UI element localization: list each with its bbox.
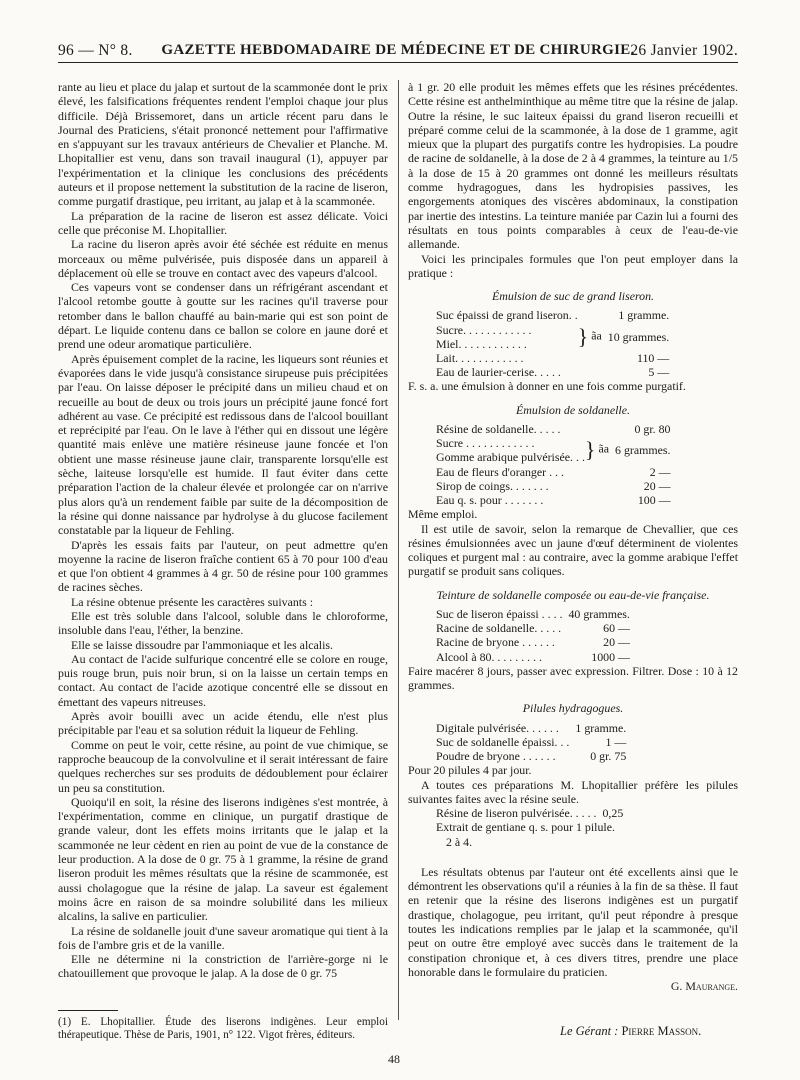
paragraph: Comme on peut le voir, cette résine, au point de vue chimique, se rapproche beaucoup de la convolvuline et il serait intéressant de faire quelques recherches sur ses produits de dédoublement pour éclairer un peu sa constitution. (58, 737, 388, 795)
quantity: 1 gramme. (618, 308, 670, 323)
quantity: 110 — (636, 351, 670, 366)
ingredient: Lait. . . . . . . . . . . . (436, 351, 524, 366)
ingredient: Eau de fleurs d'oranger . . . (436, 464, 564, 479)
issue-date: 26 Janvier 1902. (630, 42, 738, 59)
paragraph: La racine du liseron après avoir été séchée est réduite en menus morceaux ou même pulvérisée, puis disposée dans un appareil à déplacement où elle se trouve en contact avec des vapeurs d'alcool. (58, 237, 388, 280)
paragraph: La préparation de la racine de liseron est assez délicate. Voici celle que préconise M. Lhopitallier. (58, 208, 388, 237)
ana-abbrev: ãa (591, 328, 602, 343)
paragraph: Ces vapeurs vont se condenser dans un réfrigérant ascendant et l'alcool retombe goutte à goutte sur les racines qu'il traverse pour retomber dans le ballon chauffé au bain-marie qui est son point de départ. Le liquide contenu dans ce ballon se colore en jaune doré et prend une odeur aromatique particulière. (58, 280, 388, 352)
page-issue-number: 96 — N° 8. (58, 42, 133, 59)
paragraph: Il est utile de savoir, selon la remarque de Chevallier, que ces résines émulsionnées avec un jaune d'œuf déterminent de violentes coliques et purgent mal : au contraire, avec la gomme arabique l'effet purgatif se produit sans coliques. (408, 521, 738, 579)
running-header (58, 38, 738, 62)
recipe-title: Émulsion de suc de grand liseron. (491, 289, 655, 304)
column-divider (398, 80, 399, 1020)
ingredient: Suc de soldanelle épaissi. . . (436, 734, 570, 749)
dosage: 2 à 4. (446, 834, 473, 849)
header-rule (58, 62, 738, 63)
quantity: 100 — (637, 493, 671, 508)
ingredient: Gomme arabique pulvérisée. . . (436, 450, 585, 465)
ingredient: Racine de soldanelle. . . . . (436, 621, 562, 636)
ingredient: Résine de soldanelle. . . . . (436, 422, 561, 437)
ingredient: Sucre. . . . . . . . . . . . (436, 322, 532, 337)
paragraph: rante au lieu et place du jalap et surtout de la scammonée dont le prix élevé, les falsifications fréquentes rendent l'emploi chaque jour plus difficile. Déjà Brissemoret, dans un article récent paru dans le Journal des Praticiens, s'était prononcé nettement pour l'affirmative en s'appuyant sur les travaux antérieurs de Chevalier et Planche. M. Lhopitallier est venu, dans son travail inaugural (1), appuyer par l'expérimentation et la clinique les conclusions des précédents auteurs et il propose nettement la substitution de la racine de liseron, comme purgatif drastique, peu irritant, au jalap et à la scammonée. (58, 80, 388, 209)
recipe-pilules (436, 721, 626, 764)
page-number: 48 (388, 1052, 400, 1066)
paragraph: Quoiqu'il en soit, la résine des liserons indigènes s'est montrée, à l'expérimentation, comme en clinique, un purgatif drastique de grande valeur, dont les effets moins irritants que le jalap et la scammonée ne leur cèdent en rien au point de vue de la constance de leur production. A la dose de 0 gr. 75 à 1 gramme, la résine de grand liseron produit les mêmes résultats que la résine de scammonée, est aussi cholagogue que la résine de jalap. La saveur est également moins âcre en raison de sa moindre solubilité dans les milieux alcalins, la salive en particulier. (58, 794, 388, 924)
quantity: 10 grammes. (607, 329, 670, 344)
paragraph: Après avoir bouilli avec un acide étendu, elle n'est plus précipitable par l'eau et sa solution réduit la liqueur de Fehling. (58, 709, 388, 738)
journal-title: GAZETTE HEBDOMADAIRE DE MÉDECINE ET DE CHIRURGIE. (161, 42, 635, 58)
paragraph: Après épuisement complet de la racine, les liqueurs sont réunies et évaporées dans le vide jusqu'à consistance sirupeuse puis précipitées par l'eau. On laisse déposer le précipité dans un milieu chaud et on recueille au bout de deux ou trois jours un précipité jaune foncé fort adhérent au vase. Ce précipité est redissous dans de l'alcool bouillant et reprécipité par l'eau. On le lave à l'éther qui en dissout une légère quantité mais enlève une matière résineuse jaune foncée et l'on obtient une masse résineuse jaune clair, transparente lorsqu'elle est sèche, laiteuse lorsqu'elle est humide. Il faut éviter dans cette préparation l'action de la chaleur élevée et prolongée car on n'arrive plus alors qu'à un rendement faible par suite de la décomposition de la résine qui donne naissance par hydrolyse à du glucose facilement constatable par la liqueur de Fehling. (58, 351, 388, 538)
recipe-teinture (436, 607, 630, 664)
ingredient: Eau de laurier-cerise. . . . . (436, 365, 561, 380)
recipe-title: Pilules hydragogues. (522, 701, 624, 716)
quantity: 1 gramme. (575, 720, 627, 735)
recipe-pilules-resine (436, 806, 623, 849)
recipe-emulsion-soldanelle (436, 422, 671, 507)
paragraph: Faire macérer 8 jours, passer avec expression. Filtrer. Dose : 10 à 12 grammes. (408, 663, 738, 693)
quantity: 2 — (649, 464, 671, 479)
paragraph: Elle est très soluble dans l'alcool, soluble dans le chloroforme, insoluble dans l'eau, l'éther, la benzine. (58, 608, 388, 638)
ingredient: Digitale pulvérisée. . . . . . (436, 720, 559, 735)
paragraph: à 1 gr. 20 elle produit les mêmes effets que les résines précédentes. Cette résine est anthelminthique au même titre que la résine de jalap. Outre la résine, le suc laiteux épaissi du grand liseron recueilli et préparé comme celui de la scammonée, à la dose de 1 gramme, agit mieux que la plupart des purgatifs contre les hydropisies. La poudre de racine de soldanelle, à la dose de 2 à 4 grammes, la teinture au 1/5 à la dose de 15 à 20 grammes ont donné les meilleurs résultats comme hydragogues, dans les hydropisies passives, les engorgements atoniques des viscères abdominaux, la constipation par inertie des intestins. La teinture maniée par Cazin lui a fourni des résultats en tous points comparables à ceux de l'eau-de-vie allemande. (408, 80, 738, 252)
quantity: 0 gr. 80 (634, 422, 671, 437)
quantity: 6 grammes. (615, 443, 671, 458)
ingredient: Alcool à 80. . . . . . . . . (436, 649, 543, 664)
paragraph: D'après les essais faits par l'auteur, on peut admettre qu'en moyenne la racine de liseron fraîche contient 65 à 70 pour 100 d'eau et que l'on obtient 4 grammes à 4 gr. 50 de résine pour 100 grammes de racines sèches. (58, 537, 388, 595)
quantity: 0 gr. 75 (590, 749, 627, 764)
quantity: 40 grammes. (568, 607, 630, 622)
footnote: (1) E. Lhopitallier. Étude des liserons indigènes. Leur emploi thérapeutique. Thèse de Paris, 1901, n° 122. Vigot frères, éditeurs. (58, 1016, 388, 1042)
gerant-name: Pierre Masson. (621, 1024, 702, 1038)
recipe-emulsion-liseron (436, 308, 669, 379)
paragraph: Au contact de l'acide sulfurique concentré elle se colore en rouge, puis rouge brun, puis noir brun, si on la laisse un certain temps en contact. Au contact de l'acide azotique concentré elle se dissout en émettant des vapeurs nitreuses. (58, 651, 388, 709)
quantity: 5 — (648, 365, 670, 380)
ingredient: Poudre de bryone . . . . . . (436, 749, 556, 764)
ingredient: Extrait de gentiane q. s. pour 1 pilule. (436, 820, 615, 835)
ingredient: Résine de liseron pulvérisée. . . . . (436, 806, 597, 821)
quantity: 1 — (605, 734, 627, 749)
quantity: 20 — (603, 635, 630, 650)
paragraph: A toutes ces préparations M. Lhopitallier préfère les pilules suivantes faites avec la résine seule. (408, 777, 738, 806)
paragraph: Les résultats obtenus par l'auteur ont été excellents ainsi que le démontrent les observations qu'il a réunies à la fin de sa thèse. Il faut en retenir que la résine des liserons indigènes est un purgatif drastique, cholagogue, peu irritant, qu'il peut répondre à presque toutes les indications remplies par le jalap et la scammonée, qu'il peut on outre être employé avec succès dans le traitement de la constipation chronique et, à ces divers titres, prendre une place honorable dans le formulaire du praticien. (408, 864, 738, 979)
quantity: 0,25 (602, 806, 624, 821)
paragraph: Elle se laisse dissoudre par l'ammoniaque et les alcalis. (71, 637, 334, 652)
paragraph: Pour 20 pilules 4 par jour. (408, 763, 532, 778)
ingredient: Racine de bryone . . . . . . (436, 635, 555, 650)
gerant-label: Le Gérant : (560, 1024, 619, 1038)
ingredient: Sirop de coings. . . . . . . (436, 478, 549, 493)
paragraph: Même emploi. (408, 507, 478, 522)
ingredient: Sucre . . . . . . . . . . . . (436, 436, 535, 451)
ingredient: Miel. . . . . . . . . . . . (436, 336, 527, 351)
author-signature: G. Maurange. (670, 979, 738, 994)
recipe-title: Émulsion de soldanelle. (516, 402, 630, 417)
paragraph: Voici les principales formules que l'on peut employer dans la pratique : (408, 251, 738, 280)
recipe-title: Teinture de soldanelle composée ou eau-de-vie française. (436, 587, 710, 602)
brace-icon: } (577, 323, 589, 349)
ingredient: Eau q. s. pour . . . . . . . (436, 493, 544, 508)
quantity: 20 — (643, 478, 671, 493)
quantity: 60 — (603, 621, 630, 636)
ana-abbrev: ãa (598, 442, 610, 457)
paragraph: La résine obtenue présente les caractères suivants : (71, 594, 313, 609)
paragraph: F. s. a. une émulsion à donner en une fois comme purgatif. (408, 379, 686, 394)
left-column (58, 80, 388, 981)
ingredient: Suc de liseron épaissi . . . . (436, 607, 563, 622)
gerant-line (560, 1024, 701, 1039)
brace-icon: } (584, 437, 596, 463)
right-column (408, 80, 738, 994)
footnote-rule (58, 1010, 118, 1011)
paragraph: Elle ne détermine ni la constriction de l'arrière-gorge ni le chatouillement que provoque le jalap. A la dose de 0 gr. 75 (58, 952, 388, 981)
paragraph: La résine de soldanelle jouit d'une saveur aromatique qui tient à la fois de l'ambre gris et de la vanille. (58, 923, 388, 952)
ingredient: Suc épaissi de grand liseron. . (436, 308, 578, 323)
quantity: 1000 — (591, 649, 630, 664)
